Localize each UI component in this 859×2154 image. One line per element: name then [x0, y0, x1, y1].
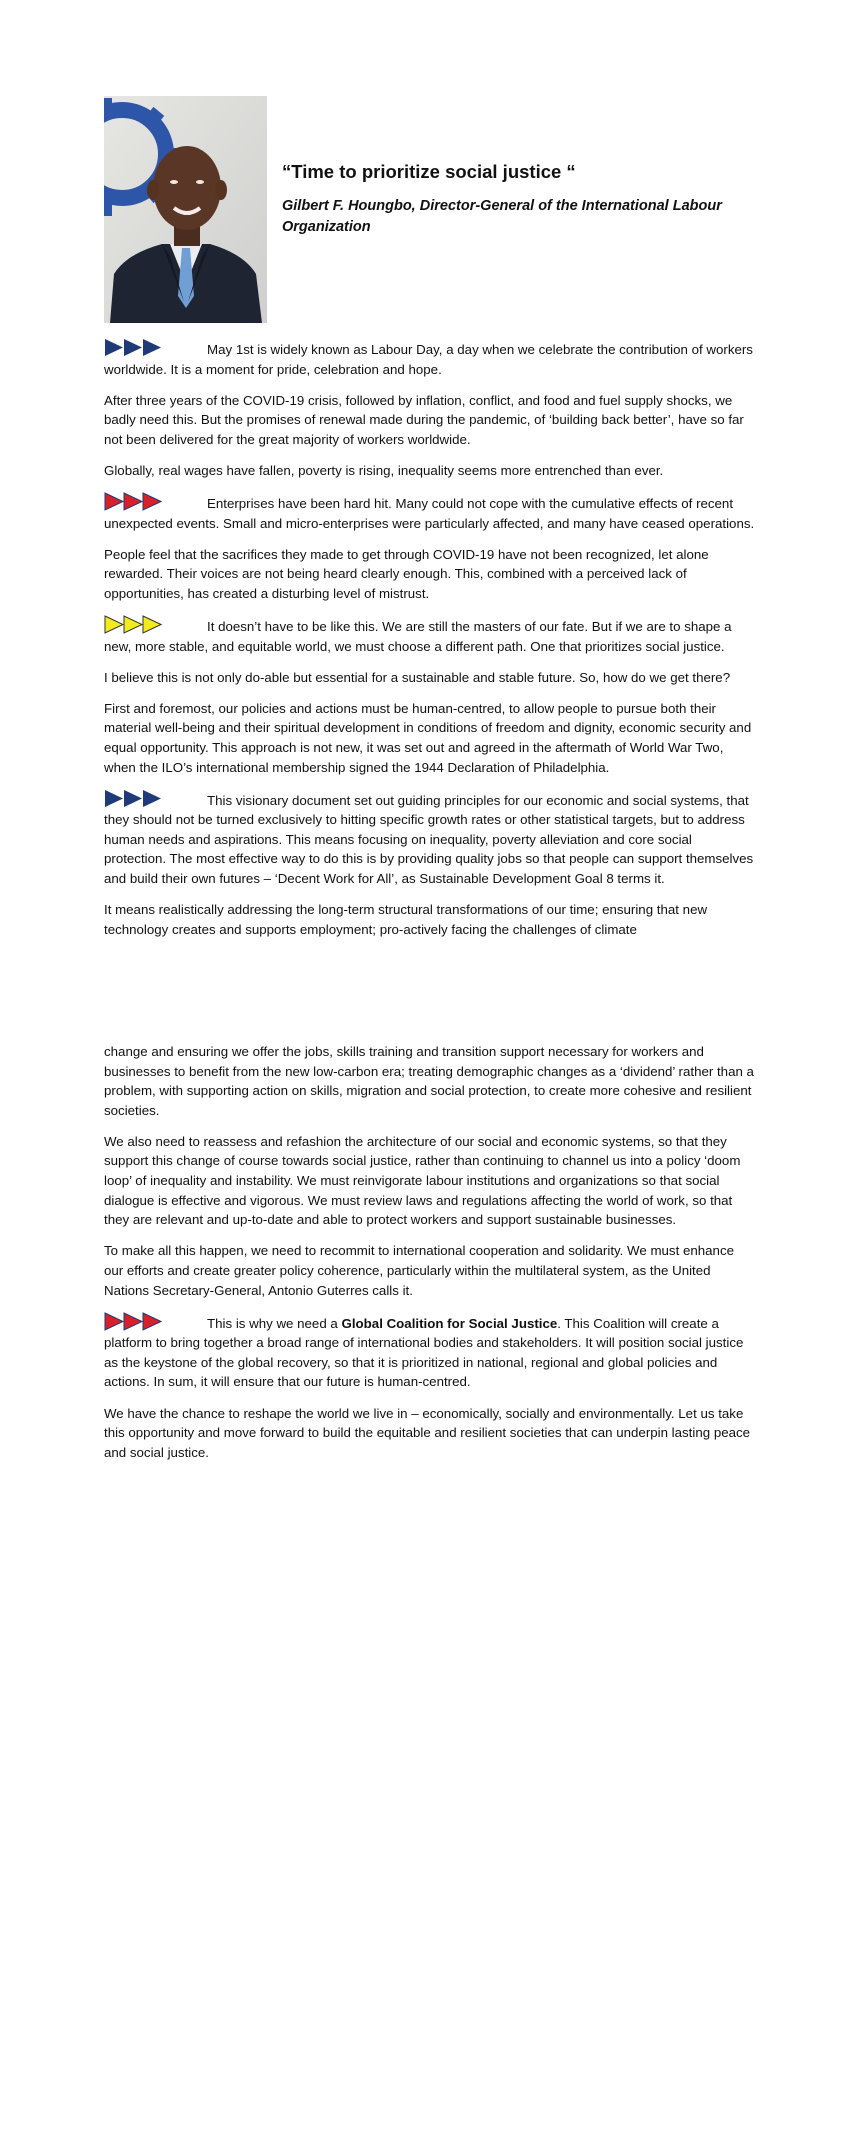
paragraph: It means realistically addressing the long-term structural transformations of our time; ensuring that new technology creates and supports employment; pro-actively facing the challenges of climate [104, 902, 708, 937]
paragraph [104, 492, 756, 533]
paragraph [104, 338, 756, 379]
yellow-arrows-icon [104, 615, 207, 634]
paragraph [104, 615, 756, 656]
navy-arrows-icon [104, 338, 207, 357]
navy-arrows-icon [104, 789, 207, 808]
paragraph: We have the chance to reshape the world we live in – economically, socially and environmentally. Let us take this opportunity and move forward to build the equitable and resilient societies that can underpin lasting peace and social justice. [104, 1405, 751, 1460]
paragraph: Globally, real wages have fallen, poverty is rising, inequality seems more entrenched than ever. [104, 462, 664, 478]
paragraph: People feel that the sacrifices they made to get through COVID-19 have not been recognized, let alone rewarded. Their voices are not being heard clearly enough. This, combined with a perceived lack of opportunities, has created a disturbing level of mistrust. [104, 546, 709, 601]
paragraph: After three years of the COVID-19 crisis, followed by inflation, conflict, and food and fuel supply shocks, we badly need this. But the promises of renewal made during the pandemic, of ‘building back better’, have so far not been delivered for the great majority of workers worldwide. [104, 392, 744, 447]
paragraph: To make all this happen, we need to recommit to international cooperation and solidarity. We must enhance our efforts and create greater policy coherence, particularly within the multilateral system, as the United Nations Secretary-General, Antonio Guterres calls it. [104, 1243, 734, 1298]
paragraph-text: This visionary document set out guiding principles for our economic and social systems, that they should not be turned exclusively to hitting specific growth rates or other statistical targets, but to address human needs and aspirations. This means focusing on inequality, poverty alleviation and core social protection. The most effective way to do this is by providing quality jobs so that people can support themselves and build their own futures – ‘Decent Work for All’, as Sustainable Development Goal 8 terms it. [104, 792, 754, 887]
article-title: “Time to prioritize social justice “ [282, 161, 576, 182]
paragraph: change and ensuring we offer the jobs, skills training and transition support necessary for workers and businesses to benefit from the new low-carbon era; treating demographic changes as a ‘dividend’ rather than a problem, with supporting action on skills, migration and social protection, to create more cohesive and resilient societies. [104, 1044, 754, 1118]
article-body-part-1 [104, 338, 756, 951]
paragraph-text: May 1st is widely known as Labour Day, a day when we celebrate the contribution of workers worldwide. It is a moment for pride, celebration and hope. [104, 342, 753, 377]
highlighted-phrase: Global Coalition for Social Justice [341, 1315, 558, 1331]
paragraph: First and foremost, our policies and actions must be human-centred, to allow people to pursue both their material well-being and their spiritual development in conditions of freedom and dignity, economic security and equal opportunity. This approach is not new, it was set out and agreed in the aftermath of World War Two, when the ILO’s international membership signed the 1944 Declaration of Philadelphia. [104, 700, 752, 775]
paragraph-text: . This Coalition will create a platform to bring together a broad range of international bodies and stakeholders. It will position social justice as the keystone of the global recovery, so that it is prioritized in national, regional and global policies and actions. In sum, it will ensure that our future is human-centred. [104, 1315, 744, 1390]
red-arrows-icon [104, 492, 207, 511]
red-arrows-icon [104, 1312, 207, 1331]
paragraph-text: It doesn’t have to be like this. We are still the masters of our fate. But if we are to shape a new, more stable, and equitable world, we must choose a different path. One that prioritizes social justice. [104, 619, 732, 654]
author-byline: Gilbert F. Houngbo, Director-General of the International Labour Organization [282, 198, 722, 235]
paragraph: We also need to reassess and refashion the architecture of our social and economic systems, so that they support this change of course towards social justice, rather than continuing to channel us into a policy ‘doom loop’ of inequality and instability. We must reinvigorate labour institutions and organizations so that social dialogue is effective and vigorous. We must review laws and regulations affecting the world of work, so that they are relevant and up-to-date and able to protect workers and support sustainable businesses. [104, 1133, 741, 1228]
article-body-part-2 [104, 1042, 756, 1474]
paragraph [104, 789, 756, 889]
paragraph: I believe this is not only do-able but essential for a sustainable and stable future. So, how do we get there? [104, 669, 731, 685]
portrait-photo [104, 96, 267, 323]
paragraph-text: This is why we need a [207, 1315, 342, 1331]
paragraph [104, 1312, 756, 1392]
paragraph-text: Enterprises have been hard hit. Many could not cope with the cumulative effects of recent unexpected events. Small and micro-enterprises were particularly affected, and many have ceased operations. [104, 496, 755, 531]
